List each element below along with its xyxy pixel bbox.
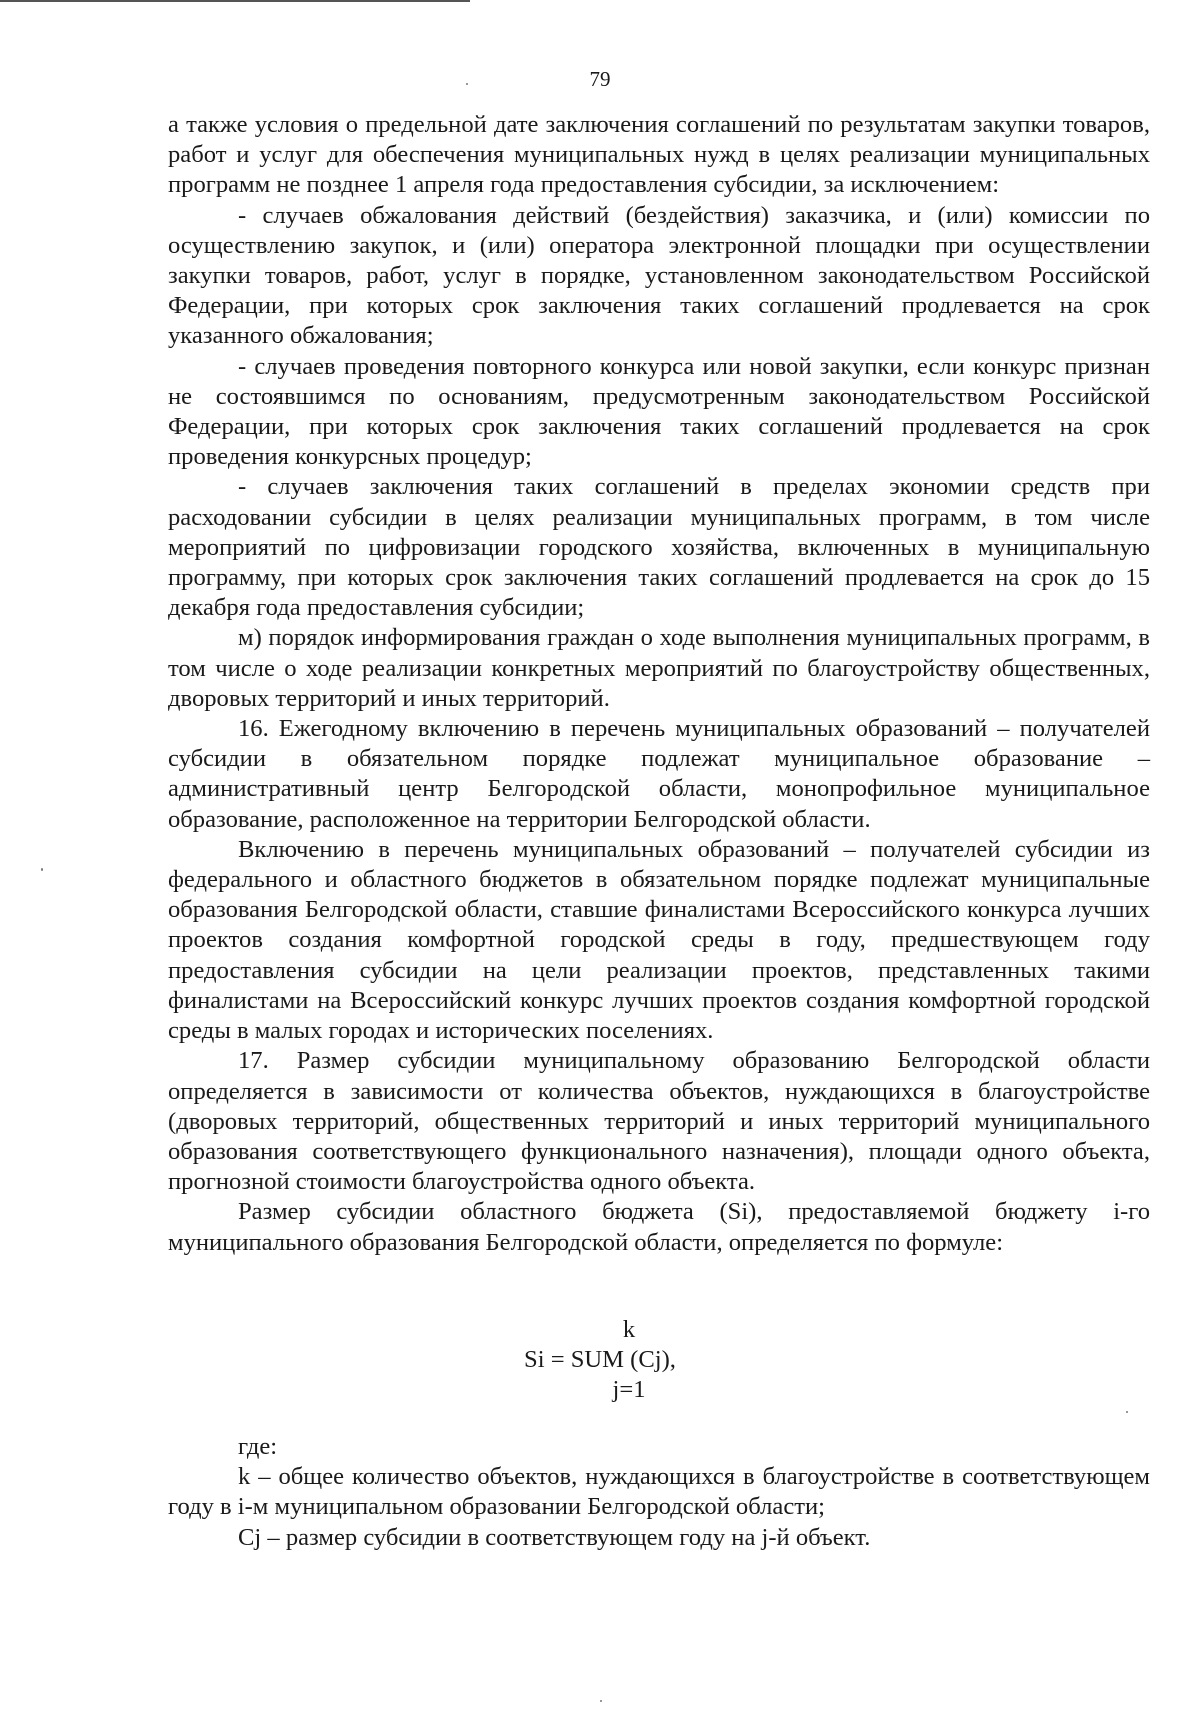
paragraph-item-m: м) порядок информирования граждан о ходе выполнения муниципальных программ, в том числе о ходе реализации конкретных мероприятий по благоустройству общественных, дворовых территорий и иных территорий. bbox=[168, 624, 1150, 712]
scan-edge-line bbox=[0, 0, 470, 2]
formula-definitions bbox=[168, 1432, 1150, 1553]
definition-where: где: bbox=[238, 1433, 278, 1460]
scan-speck bbox=[466, 83, 468, 85]
paragraph-conditions: а также условия о предельной дате заключения соглашений по результатам закупки товаров, работ и услуг для обеспечения муниципальных нужд в целях реализации муниципальных программ не позднее 1 апреля года предоставления субсидии, за исключением: bbox=[168, 111, 1150, 199]
formula-main: Si = SUM (Cj), bbox=[524, 1346, 676, 1373]
scan-speck bbox=[600, 1700, 602, 1702]
formula-upper-limit: k bbox=[622, 1316, 636, 1343]
document-body bbox=[168, 110, 1150, 1258]
paragraph-exception-savings: - случаев заключения таких соглашений в пределах экономии средств при расходовании субсидии в целях реализации муниципальных программ, в том числе мероприятий по цифровизации городского хозяйства, включенных в муниципальную программу, при которых срок заключения таких соглашений продлевается на срок до 15 декабря года предоставления субсидии; bbox=[168, 473, 1150, 622]
definition-cj: Cj – размер субсидии в соответствующем году на j-й объект. bbox=[238, 1523, 871, 1551]
formula-lower-limit: j=1 bbox=[612, 1376, 646, 1403]
scan-speck bbox=[41, 868, 43, 871]
paragraph-clause-17: 17. Размер субсидии муниципальному образованию Белгородской области определяется в зависимости от количества объектов, нуждающихся в благоустройстве (дворовых территорий, общественных территорий и иных территорий муниципального образования соответствующего функционального назначения), площади одного объекта, прогнозной стоимости благоустройства одного объекта. bbox=[168, 1047, 1150, 1196]
paragraph-exception-appeal: - случаев обжалования действий (бездействия) заказчика, и (или) комиссии по осуществлению закупок, и (или) оператора электронной площадки при осуществлении закупки товаров, работ, услуг в порядке, установленном законодательством Российской Федерации, при которых срок заключения таких соглашений продлевается на срок указанного обжалования; bbox=[168, 201, 1150, 350]
subsidy-formula bbox=[0, 1315, 1200, 1405]
paragraph-clause-16: 16. Ежегодному включению в перечень муниципальных образований – получателей субсидии в обязательном порядке подлежат муниципальное образование – административный центр Белгородской области, монопрофильное муниципальное образование, расположенное на территории Белгородской области. bbox=[168, 715, 1150, 833]
paragraph-finalists: Включению в перечень муниципальных образований – получателей субсидии из федерального и областного бюджетов в обязательном порядке подлежат муниципальные образования Белгородской области, ставшие финалистами Всероссийского конкурса лучших проектов создания комфортной городской среды в году, предшествующем году предоставления субсидии на цели реализации проектов, представленных такими финалистами на Всероссийский конкурс лучших проектов создания комфортной городской среды в малых городах и исторических поселениях. bbox=[168, 835, 1150, 1045]
definition-k: k – общее количество объектов, нуждающихся в благоустройстве в соответствующем году в i-м муниципальном образовании Белгородской области; bbox=[168, 1463, 1150, 1521]
paragraph-formula-intro: Размер субсидии областного бюджета (Si), предоставляемой бюджету i-го муниципального образования Белгородской области, определяется по формуле: bbox=[168, 1198, 1150, 1256]
page-number: 79 bbox=[589, 67, 611, 91]
scan-speck bbox=[1126, 1411, 1128, 1413]
paragraph-exception-repeat-tender: - случаев проведения повторного конкурса или новой закупки, если конкурс признан не состоявшимся по основаниям, предусмотренным законодательством Российской Федерации, при которых срок заключения таких соглашений продлевается на срок проведения конкурсных процедур; bbox=[168, 352, 1150, 471]
